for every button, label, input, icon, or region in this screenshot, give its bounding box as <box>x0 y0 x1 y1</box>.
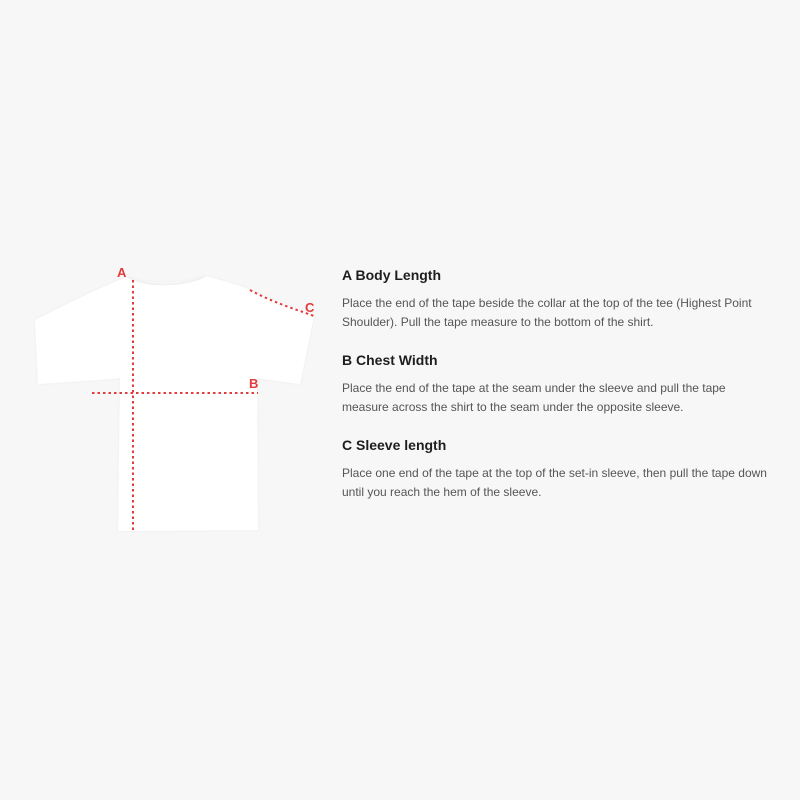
chest-width-section <box>342 350 772 417</box>
tshirt-shape <box>35 276 314 531</box>
marker-c-label: C <box>305 300 315 315</box>
measurement-instructions <box>342 265 772 520</box>
tshirt-measurement-diagram <box>0 0 330 560</box>
marker-b-label: B <box>249 376 259 391</box>
sleeve-length-title: C Sleeve length <box>342 437 447 453</box>
chest-width-title: B Chest Width <box>342 352 438 368</box>
marker-a-label: A <box>117 265 127 280</box>
tshirt-illustration <box>0 0 330 560</box>
sleeve-length-description: Place one end of the tape at the top of the set-in sleeve, then pull the tape down until you reach the hem of the sleeve. <box>342 466 767 499</box>
chest-width-description: Place the end of the tape at the seam under the sleeve and pull the tape measure across the shirt to the seam under the opposite sleeve. <box>342 381 726 414</box>
body-length-title: A Body Length <box>342 267 442 283</box>
body-length-description: Place the end of the tape beside the collar at the top of the tee (Highest Point Shoulder). Pull the tape measure to the bottom of the shirt. <box>342 296 752 329</box>
sleeve-length-section <box>342 435 772 502</box>
body-length-section <box>342 265 772 332</box>
